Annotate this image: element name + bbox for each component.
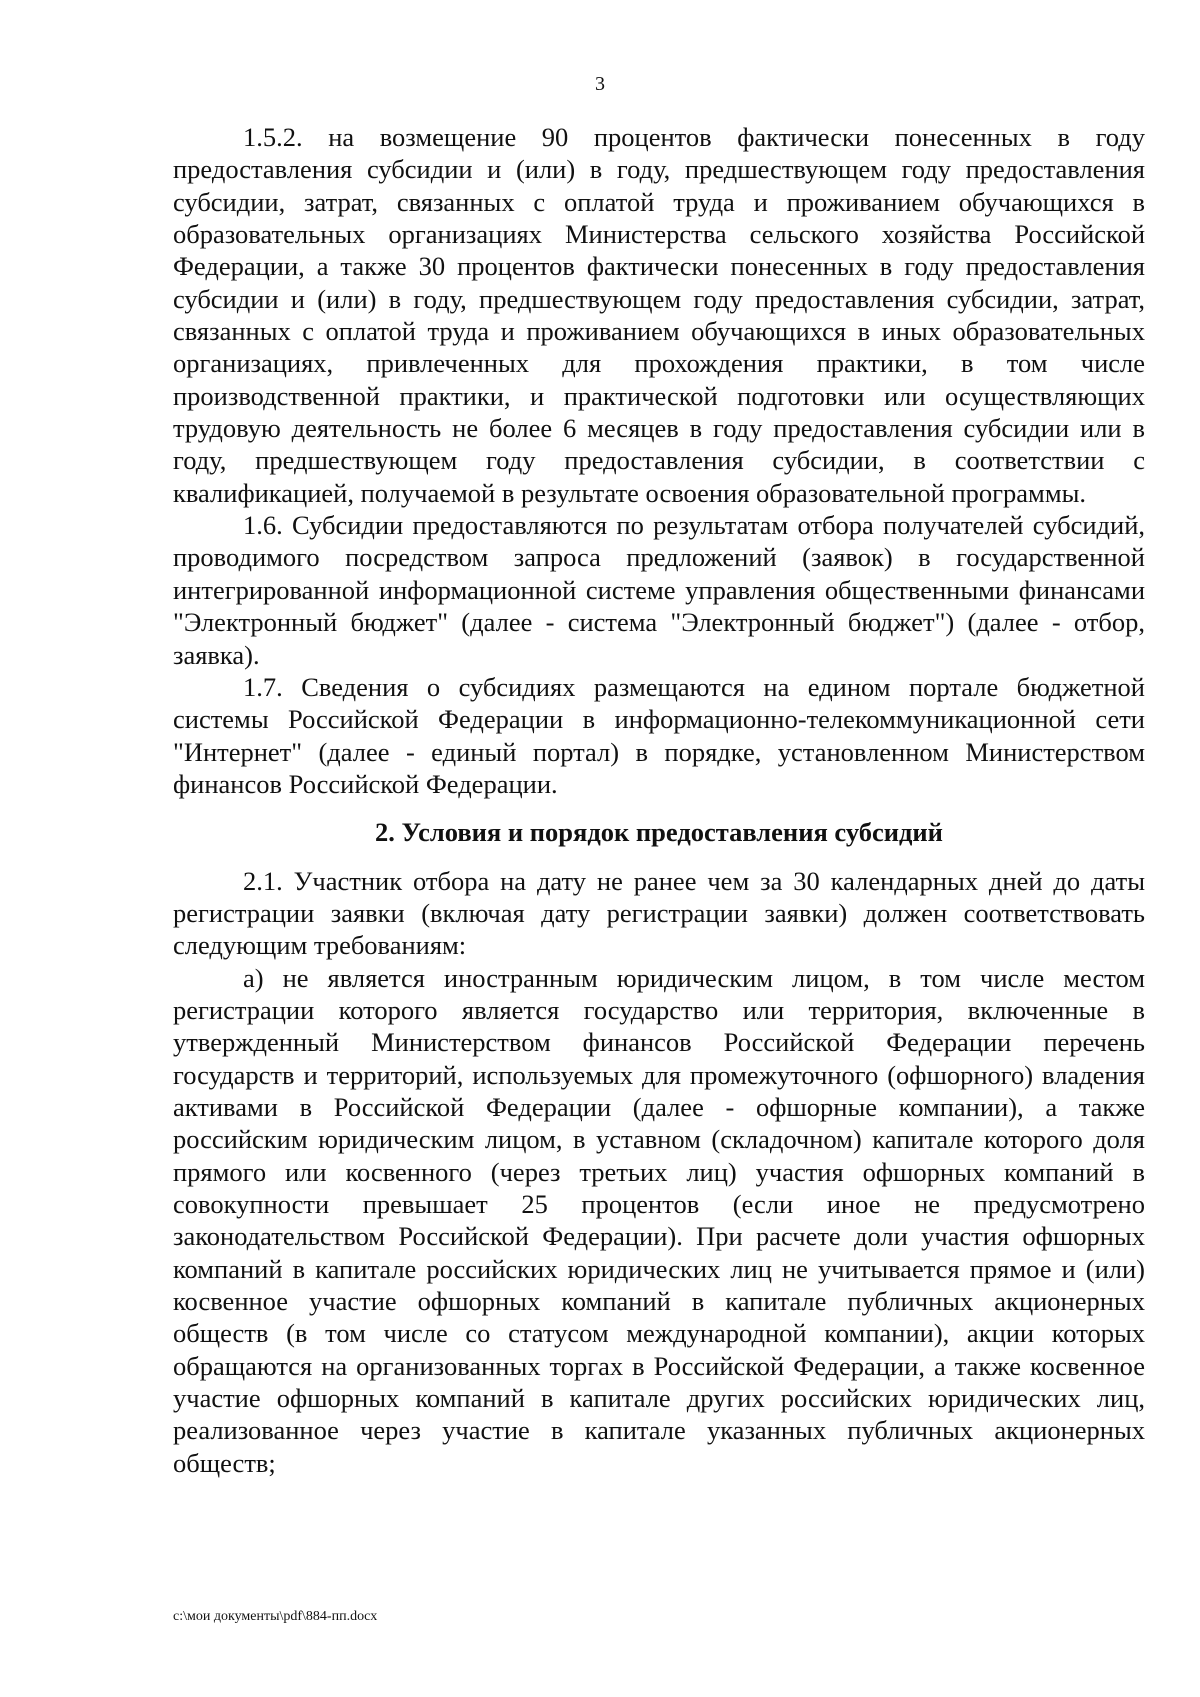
paragraph-2-1-a: а) не является иностранным юридическим лицом, в том числе местом регистрации которого является государство или территория, включенные в утвержденный Министерством финансов Российской Федерации перечень государств и территорий, используемых для промежуточного (офшорного) владения активами в Российской Федерации (далее - офшорные компании), а также российским юридическим лицом, в уставном (складочном) капитале которого доля прямого или косвенного (через третьих лиц) участия офшорных компаний в совокупности превышает 25 процентов (если иное не предусмотрено законодательством Российской Федерации). При расчете доли участия офшорных компаний в капитале российских юридических лиц не учитывается прямое и (или) косвенное участие офшорных компаний в капитале публичных акционерных обществ (в том числе со статусом международной компании), акции которых обращаются на организованных торгах в Российской Федерации, а также косвенное участие офшорных компаний в капитале других российских юридических лиц, реализованное через участие в капитале указанных публичных акционерных обществ; [173, 962, 1145, 1478]
paragraph-1-6: 1.6. Субсидии предоставляются по результатам отбора получателей субсидий, проводимого посредством запроса предложений (заявок) в государственной интегрированной информационной системе управления общественными финансами "Электронный бюджет" (далее - система "Электронный бюджет") (далее - отбор, заявка). [173, 510, 1145, 670]
document-body [173, 121, 1145, 1479]
page-number: 3 [595, 73, 605, 95]
paragraph-1-7: 1.7. Сведения о субсидиях размещаются на едином портале бюджетной системы Российской Федерации в информационно-телекоммуникационной сети "Интернет" (далее - единый портал) в порядке, установленном Министерством финансов Российской Федерации. [173, 671, 1145, 799]
section-heading: 2. Условия и порядок предоставления субсидий [375, 817, 943, 848]
footer-file-path: c:\мои документы\pdf\884-пп.docx [173, 1609, 378, 1624]
paragraph-1-5-2: 1.5.2. на возмещение 90 процентов фактически понесенных в году предоставления субсидии и (или) в году, предшествующем году предоставления субсидии, затрат, связанных с оплатой труда и проживанием обучающихся в образовательных организациях Министерства сельского хозяйства Российской Федерации, а также 30 процентов фактически понесенных в году предоставления субсидии и (или) в году, предшествующем году предоставления субсидии, затрат, связанных с оплатой труда и проживанием обучающихся в иных образовательных организациях, привлеченных для прохождения практики, в том числе производственной практики, и практической подготовки или осуществляющих трудовую деятельность не более 6 месяцев в году предоставления субсидии или в году, предшествующем году предоставления субсидии, в соответствии с квалификацией, получаемой в результате освоения образовательной программы. [173, 122, 1145, 508]
paragraph-2-1: 2.1. Участник отбора на дату не ранее чем за 30 календарных дней до даты регистрации заявки (включая дату регистрации заявки) должен соответствовать следующим требованиям: [173, 865, 1145, 961]
